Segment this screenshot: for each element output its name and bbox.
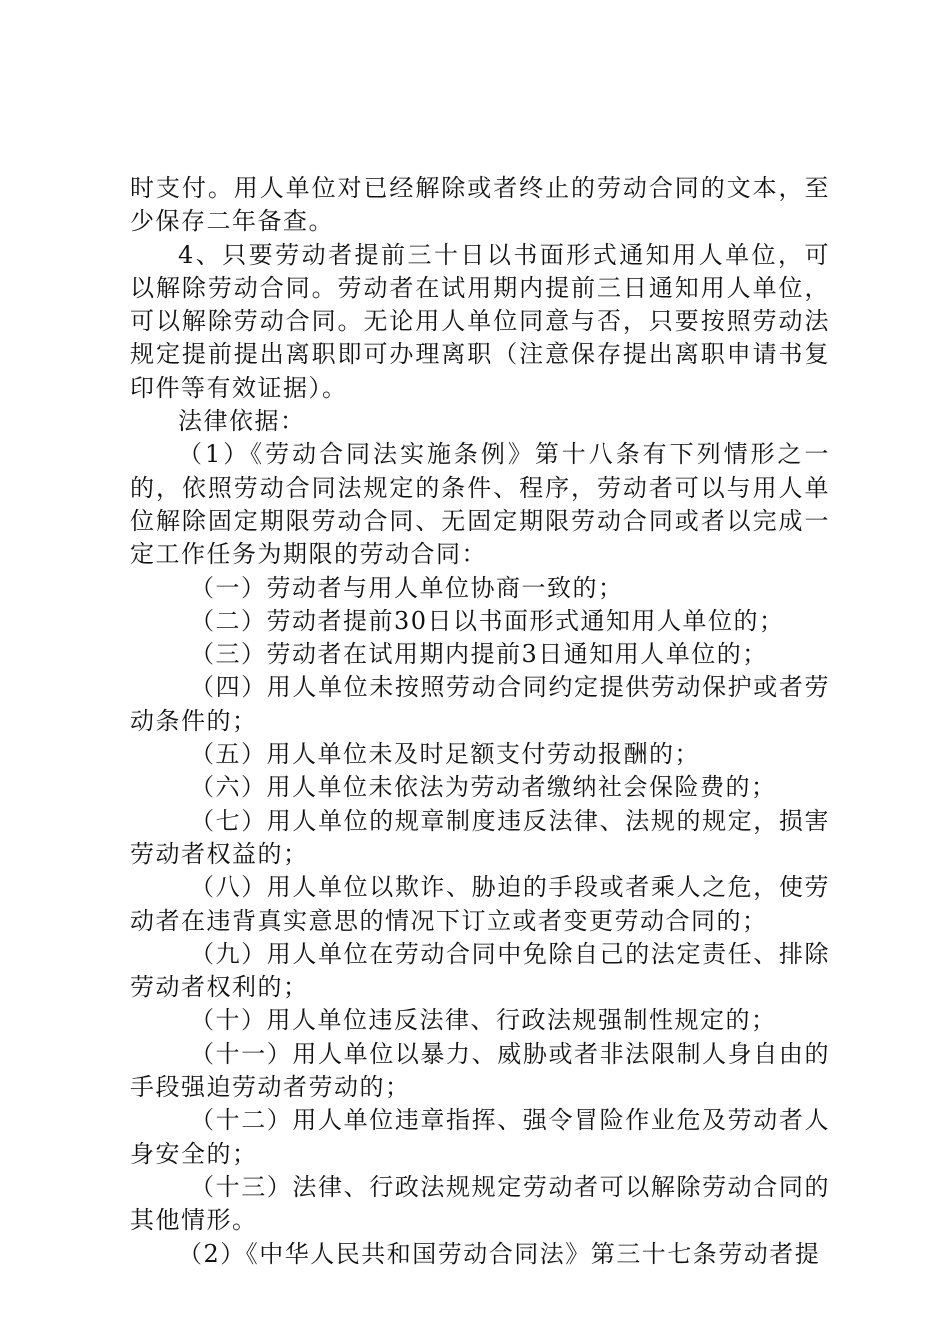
paragraph-point-4: 4、只要劳动者提前三十日以书面形式通知用人单位，可以解除劳动合同。劳动者在试用期内提前三日通知用人单位，可以解除劳动合同。无论用人单位同意与否，只要按照劳动法规定提前提出离职即可办理离职（注意保存提出离职申请书复印件等有效证据）。	[130, 240, 830, 402]
paragraph-labor-contract-law-article-37: （2）《中华人民共和国劳动合同法》第三十七条劳动者提	[178, 1239, 821, 1268]
paragraph-continuation: 时支付。用人单位对已经解除或者终止的劳动合同的文本，至少保存二年备查。	[130, 174, 830, 236]
list-item-13: （十三）法律、行政法规规定劳动者可以解除劳动合同的其他情形。	[130, 1172, 830, 1235]
list-item-11: （十一）用人单位以暴力、威胁或者非法限制人身自由的手段强迫劳动者劳动的；	[130, 1039, 830, 1102]
list-item-9: （九）用人单位在劳动合同中免除自己的法定责任、排除劳动者权利的；	[130, 939, 830, 1002]
list-item-1: （一）劳动者与用人单位协商一致的；	[190, 573, 624, 602]
list-item-12: （十二）用人单位违章指挥、强令冒险作业危及劳动者人身安全的；	[130, 1106, 830, 1168]
list-item-5: （五）用人单位未及时足额支付劳动报酬的；	[190, 740, 700, 769]
list-item-8: （八）用人单位以欺诈、胁迫的手段或者乘人之危，使劳动者在违背真实意思的情况下订立或者变更劳动合同的；	[130, 873, 830, 935]
list-item-3: （三）劳动者在试用期内提前3日通知用人单位的；	[190, 640, 768, 669]
document-page	[130, 172, 830, 1271]
list-item-2: （二）劳动者提前30日以书面形式通知用人单位的；	[190, 606, 785, 635]
paragraph-regulation-article-18: （1）《劳动合同法实施条例》第十八条有下列情形之一的，依照劳动合同法规定的条件、程序，劳动者可以与用人单位解除固定期限劳动合同、无固定期限劳动合同或者以完成一定工作任务为期限的劳动合同：	[130, 440, 830, 569]
paragraph-legal-basis-heading: 法律依据：	[178, 407, 306, 436]
list-item-7: （七）用人单位的规章制度违反法律、法规的规定，损害劳动者权益的；	[130, 806, 830, 868]
list-item-6: （六）用人单位未依法为劳动者缴纳社会保险费的；	[190, 773, 777, 802]
list-item-4: （四）用人单位未按照劳动合同约定提供劳动保护或者劳动条件的；	[130, 673, 830, 735]
list-item-10: （十）用人单位违反法律、行政法规强制性规定的；	[190, 1006, 777, 1035]
